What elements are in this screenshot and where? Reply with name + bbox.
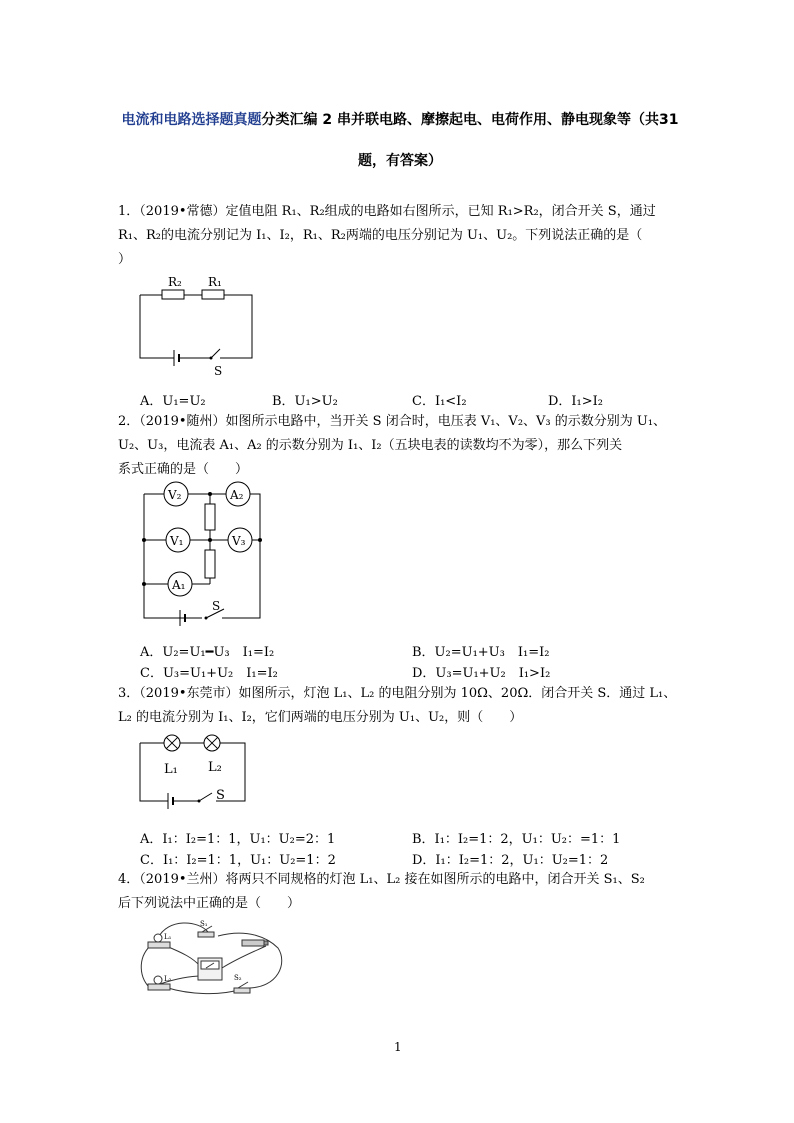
wire xyxy=(168,988,238,994)
wire xyxy=(141,946,152,990)
lamp-l2-label: L₂ xyxy=(208,760,222,775)
circuit-wire xyxy=(220,295,252,358)
question-4-text xyxy=(118,868,678,916)
question-1-line: ） xyxy=(118,252,132,267)
option-a: A．U₁=U₂ xyxy=(140,394,206,409)
ammeter-a1-label: A₁ xyxy=(172,578,186,592)
meter xyxy=(198,958,222,980)
resistor-r2 xyxy=(162,290,184,299)
option-b: B．U₁>U₂ xyxy=(272,394,338,409)
question-4-line: 4．（2019•兰州）将两只不同规格的灯泡 L₁、L₂ 接在如图所示的电路中，闭合开关 S₁、S₂ xyxy=(118,872,645,887)
question-1-line: 1．（2019•常德）定值电阻 R₁、R₂组成的电路如右图所示，已知 R₁>R₂，闭合开关 S，通过 xyxy=(118,204,656,219)
lamp-l2 xyxy=(204,735,220,751)
lamp-l1 xyxy=(164,735,180,751)
junction-dot xyxy=(258,538,262,542)
resistor-r1-label: R₁ xyxy=(208,275,222,289)
question-3-line: L₂ 的电流分别为 I₁、I₂，它们两端的电压分别为 U₁、U₂，则（ ） xyxy=(118,710,523,725)
option-d: D．I₁>I₂ xyxy=(548,394,604,409)
option-a: A．I₁：I₂=1：1，U₁：U₂=2：1 xyxy=(140,832,336,847)
question-4-line: 后下列说法中正确的是（ ） xyxy=(118,896,301,911)
option-a: A．U₂=U₁━U₃ I₁=I₂ xyxy=(140,645,275,660)
option-b: B．U₂=U₁+U₃ I₁=I₂ xyxy=(412,645,550,660)
question-1-line: R₁、R₂的电流分别记为 I₁、I₂，R₁、R₂两端的电压分别记为 U₁、U₂。下列说法正确的是（ xyxy=(118,228,643,243)
resistor-r1 xyxy=(202,290,224,299)
question-1-circuit-diagram xyxy=(140,270,260,380)
switch-s-label: S xyxy=(214,364,223,378)
switch-s1-label: S₁ xyxy=(200,920,208,928)
circuit-wire xyxy=(222,494,260,618)
circuit-wire xyxy=(140,295,174,358)
resistor-lower xyxy=(205,550,215,578)
switch-s-label: S xyxy=(216,788,225,803)
resistor-upper xyxy=(205,504,215,530)
question-2-line: 系式正确的是（ ） xyxy=(118,462,249,477)
ammeter-a2-label: A₂ xyxy=(230,488,244,502)
document-title-line-2: 题，有答案） xyxy=(358,153,442,169)
switch-s xyxy=(199,793,212,801)
option-c: C．I₁<I₂ xyxy=(412,394,467,409)
wire xyxy=(166,946,200,966)
option-b: B．I₁：I₂=1：2，U₁：U₂：=1：1 xyxy=(412,832,621,847)
option-c: C．U₃=U₁+U₂ I₁=I₂ xyxy=(140,666,278,681)
title-rest: 分类汇编 2 串并联电路、摩擦起电、电荷作用、静电现象等（共31 xyxy=(261,112,679,128)
junction-dot xyxy=(142,538,146,542)
voltmeter-v1-label: V₁ xyxy=(170,534,184,548)
question-2-text xyxy=(118,410,678,482)
switch-s-label: S xyxy=(212,599,221,613)
switch-s2 xyxy=(234,982,250,993)
question-2-line: U₂、U₃，电流表 A₁、A₂ 的示数分别为 I₁、I₂（五块电表的读数均不为零），那么下列关 xyxy=(118,438,623,453)
option-d: D．U₃=U₁+U₂ I₁>I₂ xyxy=(412,666,551,681)
page-number: 1 xyxy=(394,1040,402,1054)
document-title-line-1 xyxy=(100,109,700,129)
question-2-line: 2．（2019•随州）如图所示电路中，当开关 S 闭合时，电压表 V₁、V₂、V₃ 的示数分别为 U₁、 xyxy=(118,414,667,429)
question-4-circuit-photo xyxy=(138,918,288,1003)
lamp-l1-label: L₁ xyxy=(164,762,178,777)
voltmeter-v3-label: V₃ xyxy=(232,534,246,548)
question-3-line: 3．（2019•东莞市）如图所示，灯泡 L₁、L₂ 的电阻分别为 10Ω、20Ω．闭合开关 S．通过 L₁、 xyxy=(118,686,677,701)
switch-s xyxy=(211,349,220,358)
resistor-r2-label: R₂ xyxy=(168,275,182,289)
option-d: D．I₁：I₂=1：2，U₁：U₂=1：2 xyxy=(412,853,609,868)
lamp-l2-label: L₂ xyxy=(164,975,172,983)
wire xyxy=(222,946,266,968)
title-highlight: 电流和电路选择题真题 xyxy=(121,112,262,128)
switch-s2-label: S₂ xyxy=(234,974,242,982)
question-2-circuit-diagram xyxy=(140,478,270,628)
battery-pack xyxy=(242,940,268,946)
question-3-circuit-diagram xyxy=(140,733,260,813)
lamp-l1-label: L₁ xyxy=(164,933,172,941)
question-3-text xyxy=(118,682,678,730)
circuit-wire xyxy=(144,494,202,618)
question-1-text xyxy=(118,200,678,272)
option-c: C．I₁：I₂=1：1，U₁：U₂=1：2 xyxy=(140,853,336,868)
voltmeter-v2-label: V₂ xyxy=(168,488,182,502)
